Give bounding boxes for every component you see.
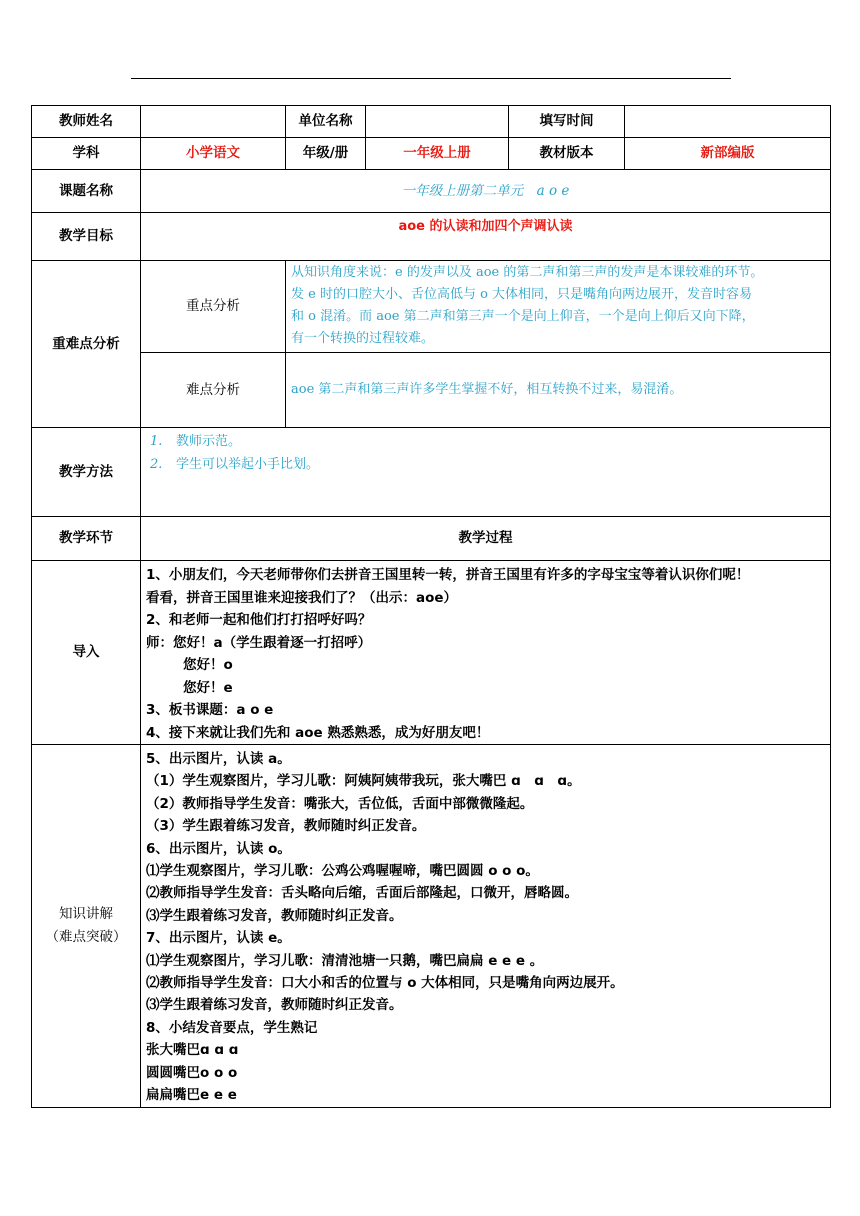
intro-line: 4、接下来就让我们先和 aoe 熟悉熟悉，成为好朋友吧！ [146,724,490,741]
process-stage-label: 教学环节 [32,517,141,561]
subject-value: 小学语文 [141,138,286,170]
methods-row [32,428,831,517]
knowledge-line: ⑵教师指导学生发音：口大小和舌的位置与 o 大体相同，只是嘴角向两边展开。 [146,975,624,992]
methods-list [141,428,831,517]
knowledge-label-cell [32,745,141,1108]
intro-line: 您好！o [183,657,233,673]
intro-line: 师：您好！a（学生跟着逐一打招呼） [146,634,372,651]
subject-label: 学科 [32,138,141,170]
fill-time-value [625,106,831,138]
knowledge-line: （3）学生跟着练习发音，教师随时纠正发音。 [146,818,426,835]
process-title: 教学过程 [141,517,831,561]
knowledge-sublabel: （难点突破） [45,928,127,945]
method-text: 教师示范。 [176,434,242,449]
knowledge-label: 知识讲解 [59,906,113,923]
knowledge-line: ⑶学生跟着练习发音，教师随时纠正发音。 [146,907,403,924]
topic-label: 课题名称 [32,170,141,213]
key-analysis-line: 从知识角度来说：e 的发声以及 aoe 的第二声和第三声的发声是本课较难的环节。 [291,265,764,280]
goal-value: aoe 的认读和加四个声调认读 [141,213,831,261]
topic-value: 一年级上册第二单元 a o e [141,170,831,213]
process-header-row [32,517,831,561]
grade-value: 一年级上册 [366,138,509,170]
header-rule [131,78,731,79]
key-analysis-row [32,261,831,353]
analysis-label: 重难点分析 [32,261,141,428]
intro-content [141,561,831,745]
intro-row [32,561,831,745]
key-analysis-line: 发 e 时的口腔大小、舌位高低与 o 大体相同，只是嘴角向两边展开，发音时容易 [291,287,753,302]
edition-value: 新部编版 [625,138,831,170]
difficult-analysis-text: aoe 第二声和第三声许多学生掌握不好，相互转换不过来，易混淆。 [286,353,831,428]
lesson-plan-table [31,105,831,1108]
knowledge-line: （2）教师指导学生发音：嘴张大，舌位低，舌面中部微微隆起。 [146,795,534,812]
method-text: 学生可以举起小手比划。 [176,456,320,472]
key-analysis-line: 和 o 混淆。而 aoe 第二声和第三声一个是向上仰音，一个是向上仰后又向下降， [291,309,755,324]
key-analysis-text [286,261,831,353]
edition-label: 教材版本 [509,138,625,170]
knowledge-line: 6、出示图片，认读 o。 [146,840,291,857]
unit-name-value [366,106,509,138]
intro-line: 2、和老师一起和他们打打招呼好吗？ [146,612,372,628]
method-number: 2. [150,456,163,472]
method-number: 1. [150,434,163,449]
knowledge-line: 扁扁嘴巴e e e [146,1087,237,1104]
intro-line: 您好！e [183,679,233,696]
intro-line: 看看，拼音王国里谁来迎接我们了？（出示：aoe） [146,589,458,606]
difficult-analysis-row [32,353,831,428]
goal-label: 教学目标 [32,213,141,261]
knowledge-line: （1）学生观察图片，学习儿歌：阿姨阿姨带我玩，张大嘴巴 ɑ ɑ ɑ。 [146,773,581,790]
knowledge-line: ⑴学生观察图片，学习儿歌：公鸡公鸡喔喔啼，嘴巴圆圆 o o o。 [146,863,539,880]
intro-line: 1、小朋友们，今天老师带你们去拼音王国里转一转，拼音王国里有许多的字母宝宝等着认识你们呢！ [146,567,750,583]
knowledge-line: 7、出示图片，认读 e。 [146,930,291,947]
methods-label: 教学方法 [32,428,141,517]
key-analysis-line: 有一个转换的过程较难。 [291,331,435,346]
knowledge-line: 8、小结发音要点，学生熟记 [146,1019,318,1036]
method-item [150,454,825,477]
topic-row [32,170,831,213]
knowledge-row [32,745,831,1108]
knowledge-line: 5、出示图片，认读 a。 [146,751,291,767]
knowledge-line: ⑵教师指导学生发音：舌头略向后缩，舌面后部隆起，口微开，唇略圆。 [146,885,578,902]
intro-line: 3、板书课题：a o e [146,702,274,718]
info-row-1 [32,106,831,138]
grade-label: 年级/册 [286,138,366,170]
knowledge-line: 张大嘴巴ɑ ɑ ɑ [146,1042,239,1059]
difficult-analysis-label: 难点分析 [141,353,286,428]
fill-time-label: 填写时间 [509,106,625,138]
teacher-name-value [141,106,286,138]
goal-row [32,213,831,261]
knowledge-content [141,745,831,1108]
method-item [150,431,825,454]
key-analysis-label: 重点分析 [141,261,286,353]
unit-name-label: 单位名称 [286,106,366,138]
knowledge-line: 圆圆嘴巴o o o [146,1064,238,1081]
knowledge-line: ⑶学生跟着练习发音，教师随时纠正发音。 [146,997,403,1014]
info-row-2 [32,138,831,170]
knowledge-line: ⑴学生观察图片，学习儿歌：清清池塘一只鹅，嘴巴扁扁 e e e 。 [146,952,544,969]
teacher-name-label: 教师姓名 [32,106,141,138]
intro-label: 导入 [32,561,141,745]
